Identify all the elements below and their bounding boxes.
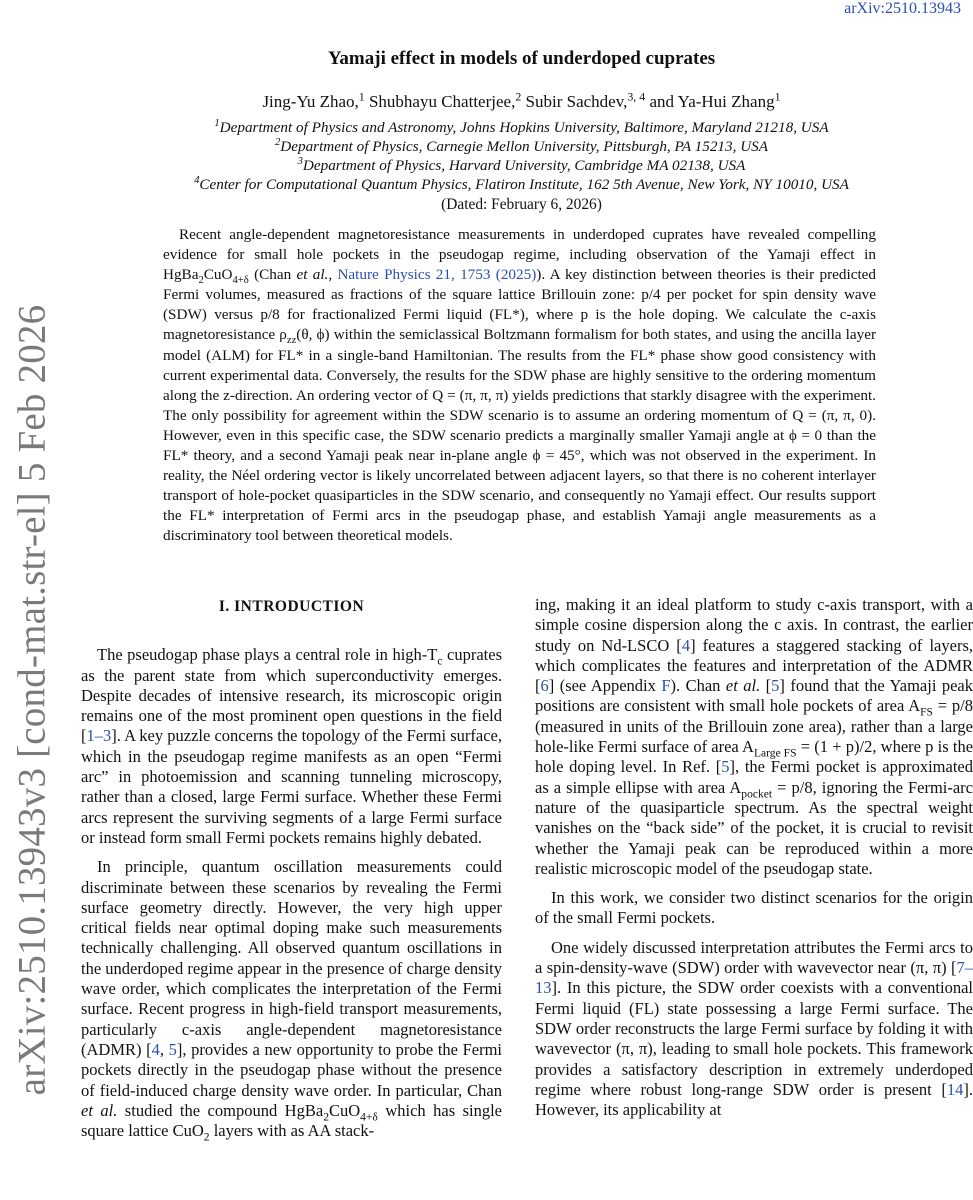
side-stamp-text: arXiv:2510.13943v3 [cond-mat.str-el] 5 Feb 2026 — [10, 304, 54, 1096]
abstract-text: (Chan — [248, 266, 297, 284]
citation-link[interactable]: 4 — [681, 635, 691, 655]
et-al: et al. — [296, 266, 329, 284]
author-affil-mark: 1 — [358, 89, 365, 104]
citation-link[interactable]: 7–13 — [535, 958, 973, 998]
body-paragraph — [81, 857, 503, 1144]
body-text: , — [159, 1039, 169, 1059]
body-text: ] features a staggered stacking of layers, which complicates the features and interpretation of the ADMR [ — [535, 635, 973, 696]
citation-link[interactable]: 5 — [168, 1039, 177, 1059]
author-name: and Ya-Hui Zhang — [649, 92, 775, 111]
citation-link[interactable]: 14 — [946, 1079, 964, 1099]
subscript: Large FS — [753, 747, 797, 760]
body-text: ], the Fermi pocket is approximated as a simple ellipse with area A — [535, 757, 973, 797]
subscript: 2 — [203, 1131, 210, 1144]
appendix-link[interactable]: F — [661, 676, 671, 696]
affiliation-text: Department of Physics, Carnegie Mellon University, Pittsburgh, PA 15213, USA — [280, 138, 769, 155]
citation-link[interactable]: 4 — [151, 1039, 160, 1059]
abstract-paragraph — [163, 225, 876, 547]
affiliation-number: 4 — [194, 174, 200, 186]
abstract-text: Recent angle-dependent magnetoresistance measurements in underdoped cuprates have revealed compelling evidence for small hole pockets in the pseudogap regime, including observation of the Yamaji effect in HgBa — [163, 226, 876, 284]
paper-title: Yamaji effect in models of underdoped cuprates — [327, 48, 716, 69]
body-text: In principle, quantum oscillation measurements could discriminate between these scenarios by revealing the Fermi surface geometry directly. However, the very high upper critical fields near optimal doping make such measurements technically challenging. All observed quantum oscillations in the underdoped regime appear in the presence of charge density wave order, which complicates the interpretation of the Fermi surface. Recent progress in high-field transport measurements, particularly c-axis angle-dependent magnetoresistance (ADMR) [ — [81, 857, 502, 1059]
body-text: cuprates as the parent state from which superconductivity emerges. Despite decades of intensive research, its microscopic origin remains one of the most prominent open questions in the field [ — [81, 645, 502, 746]
body-text: = p/8 (measured in units of the Brillouin zone area), rather than a large hole-like Fermi surface of area A — [535, 696, 973, 757]
body-text: ] found that the Yamaji peak positions are consistent with small hole pockets of area A — [535, 676, 973, 716]
affiliation-number: 2 — [274, 136, 281, 148]
author-affil-mark: 2 — [515, 89, 522, 104]
body-text: studied the compound HgBa — [117, 1100, 324, 1120]
date-line: (Dated: February 6, 2026) — [441, 196, 602, 213]
body-text: ]. However, its applicability at — [535, 1079, 973, 1120]
abstract — [163, 225, 876, 547]
author-name: Subir Sachdev, — [525, 92, 628, 111]
subscript: 4+δ — [360, 1111, 378, 1124]
body-paragraph — [81, 645, 502, 848]
citation-link[interactable]: 1–3 — [86, 726, 112, 746]
affiliation-list — [70, 118, 973, 194]
et-al: et al. — [81, 1100, 118, 1120]
subscript: 2 — [198, 275, 204, 287]
body-text: = (1 + p)/2, where p is the hole doping level. In Ref. [ — [535, 737, 973, 777]
subscript: 4+δ — [232, 275, 249, 287]
body-paragraph — [535, 595, 973, 879]
reference-link[interactable]: Nature Physics 21, 1753 (2025) — [337, 266, 537, 284]
body-text: One widely discussed interpretation attributes the Fermi arcs to a spin-density-wave (SDW) order with wavevector near (π, π) [ — [535, 937, 973, 978]
abstract-text: ). A key distinction between theories is their predicted Fermi volumes, measured as fractions of the square lattice Brillouin zone: p/4 per pocket for spin density wave (SDW) versus p/8 for fractionalized Fermi liquid (FL*), where p is the hole doping. We calculate the c-axis magnetoresistance ρ — [163, 266, 876, 344]
affiliation-text: Department of Physics, Harvard University, Cambridge MA 02138, USA — [302, 157, 746, 174]
body-text: layers with as AA stack- — [209, 1121, 375, 1141]
body-paragraph — [535, 938, 973, 1121]
author-affil-mark: 1 — [774, 89, 781, 104]
left-column — [81, 595, 502, 1150]
et-al: et al. — [725, 676, 761, 696]
arxiv-id-link[interactable]: arXiv:2510.13943 — [844, 0, 961, 17]
subscript: c — [437, 655, 443, 668]
subscript: 2 — [323, 1111, 329, 1124]
body-text: which has single square lattice CuO — [81, 1100, 503, 1141]
citation-link[interactable]: 5 — [721, 757, 730, 777]
body-text: ]. In this picture, the SDW order coexists with a conventional Fermi liquid (FL) state possessing a large Fermi surface. The SDW order reconstructs the large Fermi surface by folding it with wavevector (π, π), leading to small hole pockets. This framework provides a satisfactory description in extremely underdoped regime where robust long-range SDW order is present [ — [535, 978, 973, 1099]
author-name: Shubhayu Chatterjee, — [368, 92, 516, 111]
section-heading: I. INTRODUCTION — [218, 598, 365, 615]
abstract-text: CuO — [203, 266, 233, 284]
body-text: ). Chan — [670, 676, 726, 696]
body-paragraph: In this work, we consider two distinct scenarios for the origin of the small Fermi pockets. — [535, 888, 973, 928]
affiliation — [70, 118, 973, 137]
author-list — [70, 89, 973, 112]
author-affil-mark: 3, 4 — [627, 89, 646, 104]
body-text: [ — [760, 676, 772, 696]
citation-link[interactable]: 6 — [540, 676, 549, 696]
body-text: ing, making it an ideal platform to study c-axis transport, with a simple cosine dispersion along the c axis. In contrast, the earlier study on Nd-LSCO [ — [535, 595, 973, 655]
arxiv-side-stamp — [6, 235, 58, 1165]
affiliation — [70, 156, 973, 175]
right-column — [535, 595, 973, 1129]
affiliation — [70, 175, 973, 194]
affiliation-text: Department of Physics and Astronomy, Johns Hopkins University, Baltimore, Maryland 21218, USA — [219, 119, 829, 136]
affiliation-number: 1 — [214, 117, 220, 129]
body-text: ] (see Appendix — [548, 676, 662, 696]
body-text: ], provides a new opportunity to probe the Fermi pockets directly in the pseudogap phase without the presence of field-induced charge density wave order. In particular, Chan — [81, 1039, 502, 1100]
affiliation-text: Center for Computational Quantum Physics, Flatiron Institute, 162 5th Avenue, New York, NY 10010, USA — [199, 176, 849, 193]
abstract-text: (θ, ϕ) within the semiclassical Boltzmann formalism for both states, and using the ancilla layer model (ALM) for FL* in a single-band Hamiltonian. The results from the FL* phase show good consistency with current experimental data. Conversely, the results for the SDW phase are highly sensitive to the ordering momentum along the z-direction. An ordering vector of Q = (π, π, π) yields predictions that starkly disagree with the experiment. The only possibility for agreement within the SDW scenario is to assume an ordering momentum of Q = (π, π, 0). However, even in this specific case, the SDW scenario predicts a marginally smaller Yamaji angle at ϕ = 0 than the FL* theory, and a second Yamaji peak near in-plane angle ϕ = 45°, which was not observed in the experiment. In reality, the Néel ordering vector is likely uncorrelated between adjacent layers, so that there is no coherent interlayer transport of hole-pocket quasiparticles in the SDW scenario, and consequently no Yamaji effect. Our results support the FL* interpretation of Fermi arcs in the pseudogap phase, and establish Yamaji angle measurements as a discriminatory tool between theoretical models. — [163, 326, 877, 545]
author-name: Jing-Yu Zhao, — [262, 92, 359, 111]
body-text: CuO — [328, 1100, 361, 1120]
subscript: zz — [286, 335, 297, 347]
subscript: pocket — [741, 787, 773, 800]
abstract-text: , — [328, 266, 338, 284]
body-text: ]. A key puzzle concerns the topology of the Fermi surface, which in the pseudogap regime manifests as an open “Fermi arc” in photoemission and scanning tunneling microscopy, rather than a closed, large Fermi surface. Whether these Fermi arcs represent the surviving segments of a large Fermi surface or instead form small Fermi pockets remains highly debated. — [81, 726, 502, 847]
body-text: = p/8, ignoring the Fermi-arc nature of the quasiparticle spectrum. As the spectral weight vanishes on the “back side” of the pocket, it is crucial to revisit whether the Yamaji peak can be reproduced within a more realistic microscopic model of the pseudogap state. — [535, 777, 973, 878]
body-text: The pseudogap phase plays a central role in high-T — [97, 645, 438, 665]
affiliation — [70, 137, 973, 156]
affiliation-number: 3 — [297, 155, 303, 167]
subscript: FS — [920, 706, 933, 719]
citation-link[interactable]: 5 — [771, 676, 780, 696]
